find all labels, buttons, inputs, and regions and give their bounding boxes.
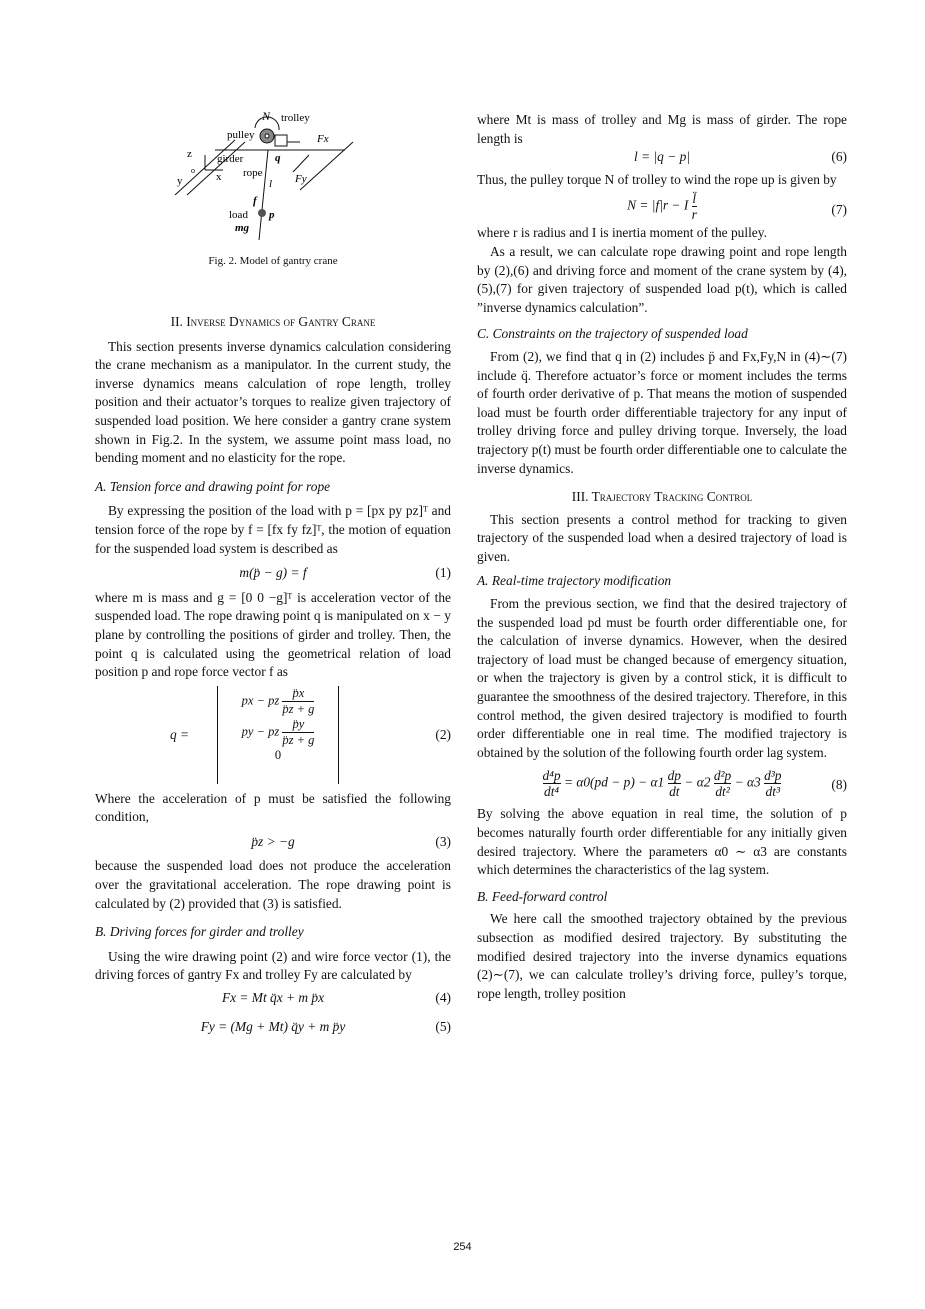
paragraph: From the previous section, we find that the desired trajectory of the suspended load pd must be fourth order differentiable one, for the calculation of inverse dynamics. However, when the desired trajectory of load must be changed because of emergency situation, or when the trajectory is given by a control stick, it is difficult to guarantee the smoothness of the desired trajectory. Therefore, in this control method, the given desired trajectory is modified to fourth order differentiable one in real time. The modified trajectory is obtained by the solution of the following fourth order lag system. [477, 596, 847, 760]
equation-2: q = px − pz $\frac{p̈x}{p̈z + g}$ py − pz $\frac{p̈y}{p̈z + g}$ 0 (2) [95, 686, 451, 786]
paragraph: By expressing the position of the load with p = [px py pz]ᵀ and tension force of the rope by f = [fx fy fz]ᵀ, the motion of equation for the suspended load system is described as [95, 503, 451, 556]
equation-8: $\frac{\text{d⁴p}}{\text{dt⁴}}$ = α0(pd − p) − α1 $\frac{dp}{dt}$ − α2 $\frac{\text{d²p}}{\text{dt²}}$ − α3 $\frac{\text{d³p}}{\text{dt³}}$ (8) [542, 768, 847, 800]
paragraph: This section presents inverse dynamics calculation considering the crane mechanism as a manipulator. In the current study, the inverse dynamics means calculation of rope length, trolley position and their actuator’s torques to realize given trajectory of suspended load position. We here consider a gantry crane system shown in Fig.2. In the system, we assume point mass load, no bending moment and no elasticity for the rope. [95, 338, 451, 466]
subsection-heading: A. Real-time trajectory modification [477, 573, 672, 589]
gantry-crane-figure [95, 100, 451, 240]
subsection-heading: B. Driving forces for girder and trolley [95, 924, 304, 940]
label-x: x [216, 171, 222, 183]
label-trolley: trolley [281, 112, 310, 124]
paragraph: where r is radius and I is inertia moment of the pulley. [477, 225, 767, 241]
paragraph: where Mt is mass of trolley and Mg is mass of girder. The rope length is [477, 112, 847, 146]
label-f: f [253, 195, 257, 207]
label-rope: rope [243, 167, 263, 179]
label-l: l [269, 178, 273, 190]
paragraph: Where the acceleration of p must be satisfied the following condition, [95, 790, 451, 825]
paragraph: As a result, we can calculate rope drawing point and rope length by (2),(6) and driving force and moment of the crane system by (4),(5),(7) for given trajectory of suspended load p(t), which is called ”inverse dynamics calculation”. [477, 243, 847, 315]
label-q: q [275, 152, 281, 164]
equation-1: m(p̈ − g) = f (1) [239, 565, 451, 581]
label-girder: girder [217, 153, 244, 165]
label-mg: mg [235, 222, 250, 234]
paragraph: By solving the above equation in real time, the solution of p becomes naturally fourth order differentiable for any initially given desired trajectory. Where the parameters α0 ∼ α3 are constants which determines the characteristics of the lag system. [477, 806, 847, 878]
subsection-heading: C. Constraints on the trajectory of suspended load [477, 326, 748, 342]
subsection-heading: A. Tension force and drawing point for rope [95, 478, 331, 494]
equation-4: Fx = Mt q̈x + m p̈x (4) [221, 990, 451, 1006]
figure-caption: Fig. 2. Model of gantry crane [208, 255, 338, 267]
label-Fy: Fy [295, 173, 307, 185]
label-Fx: Fx [317, 133, 329, 145]
paragraph: Using the wire drawing point (2) and wire force vector (1), the driving forces of gantry Fx and trolley Fy are calculated by [95, 948, 451, 983]
paragraph: From (2), we find that q in (2) includes p̈ and Fx,Fy,N in (4)∼(7) include q̈. Therefore actuator’s force or moment includes the terms of fourth order derivative of p. That means the motion of suspended load must be fourth order differentiable trajectory for any input of trolley driving force and pulley driving torque. Inversely, the load trajectory p(t) must be fourth order differentiable one to calculate the inverse dynamics. [477, 348, 847, 476]
equation-6: l = |q − p| (6) [634, 149, 847, 165]
subsection-heading: B. Feed-forward control [477, 888, 608, 904]
label-pulley: pulley [227, 129, 255, 141]
section-heading: III. Trajectory Tracking Control [571, 489, 753, 505]
label-load: load [229, 209, 248, 221]
label-p: p [269, 209, 275, 221]
equation-3: p̈z > −g (3) [251, 833, 451, 849]
label-z: z [187, 148, 192, 160]
section-heading: II. Inverse Dynamics of Gantry Crane [170, 314, 376, 329]
page-number: 254 [453, 1241, 472, 1253]
equation-7: N = |f|r − I $\frac{l̈}{r}$ (7) [627, 191, 847, 223]
equation-5: Fy = (Mg + Mt) q̈y + m p̈y (5) [200, 1018, 451, 1034]
label-y: y [177, 175, 183, 187]
label-o: o [191, 166, 195, 175]
paragraph: Thus, the pulley torque N of trolley to wind the rope up is given by [477, 171, 837, 187]
paragraph: because the suspended load does not produce the acceleration over the gravitational acceleration. The rope drawing point is calculated by (2) provided that (3) is satisfied. [95, 858, 451, 911]
paragraph: This section presents a control method for tracking to given trajectory of the suspended load when a desired trajectory of load is given. [477, 511, 847, 564]
label-N: N [262, 109, 271, 123]
paragraph: We here call the smoothed trajectory obtained by the previous subsection as modified desired trajectory. By substituting the modified desired trajectory into the inverse dynamics equations (2)∼(7), we can calculate trolley’s driving force, pulley’s torque, rope length, trolley position [477, 911, 847, 1001]
paragraph: where m is mass and g = [0 0 −g]ᵀ is acceleration vector of the suspended load. The rope drawing point q is manipulated on x − y plane by controlling the positions of girder and trolley. Then, the point q is calculated using the geometrical relation of load position p and rope force vector f as [95, 589, 451, 680]
